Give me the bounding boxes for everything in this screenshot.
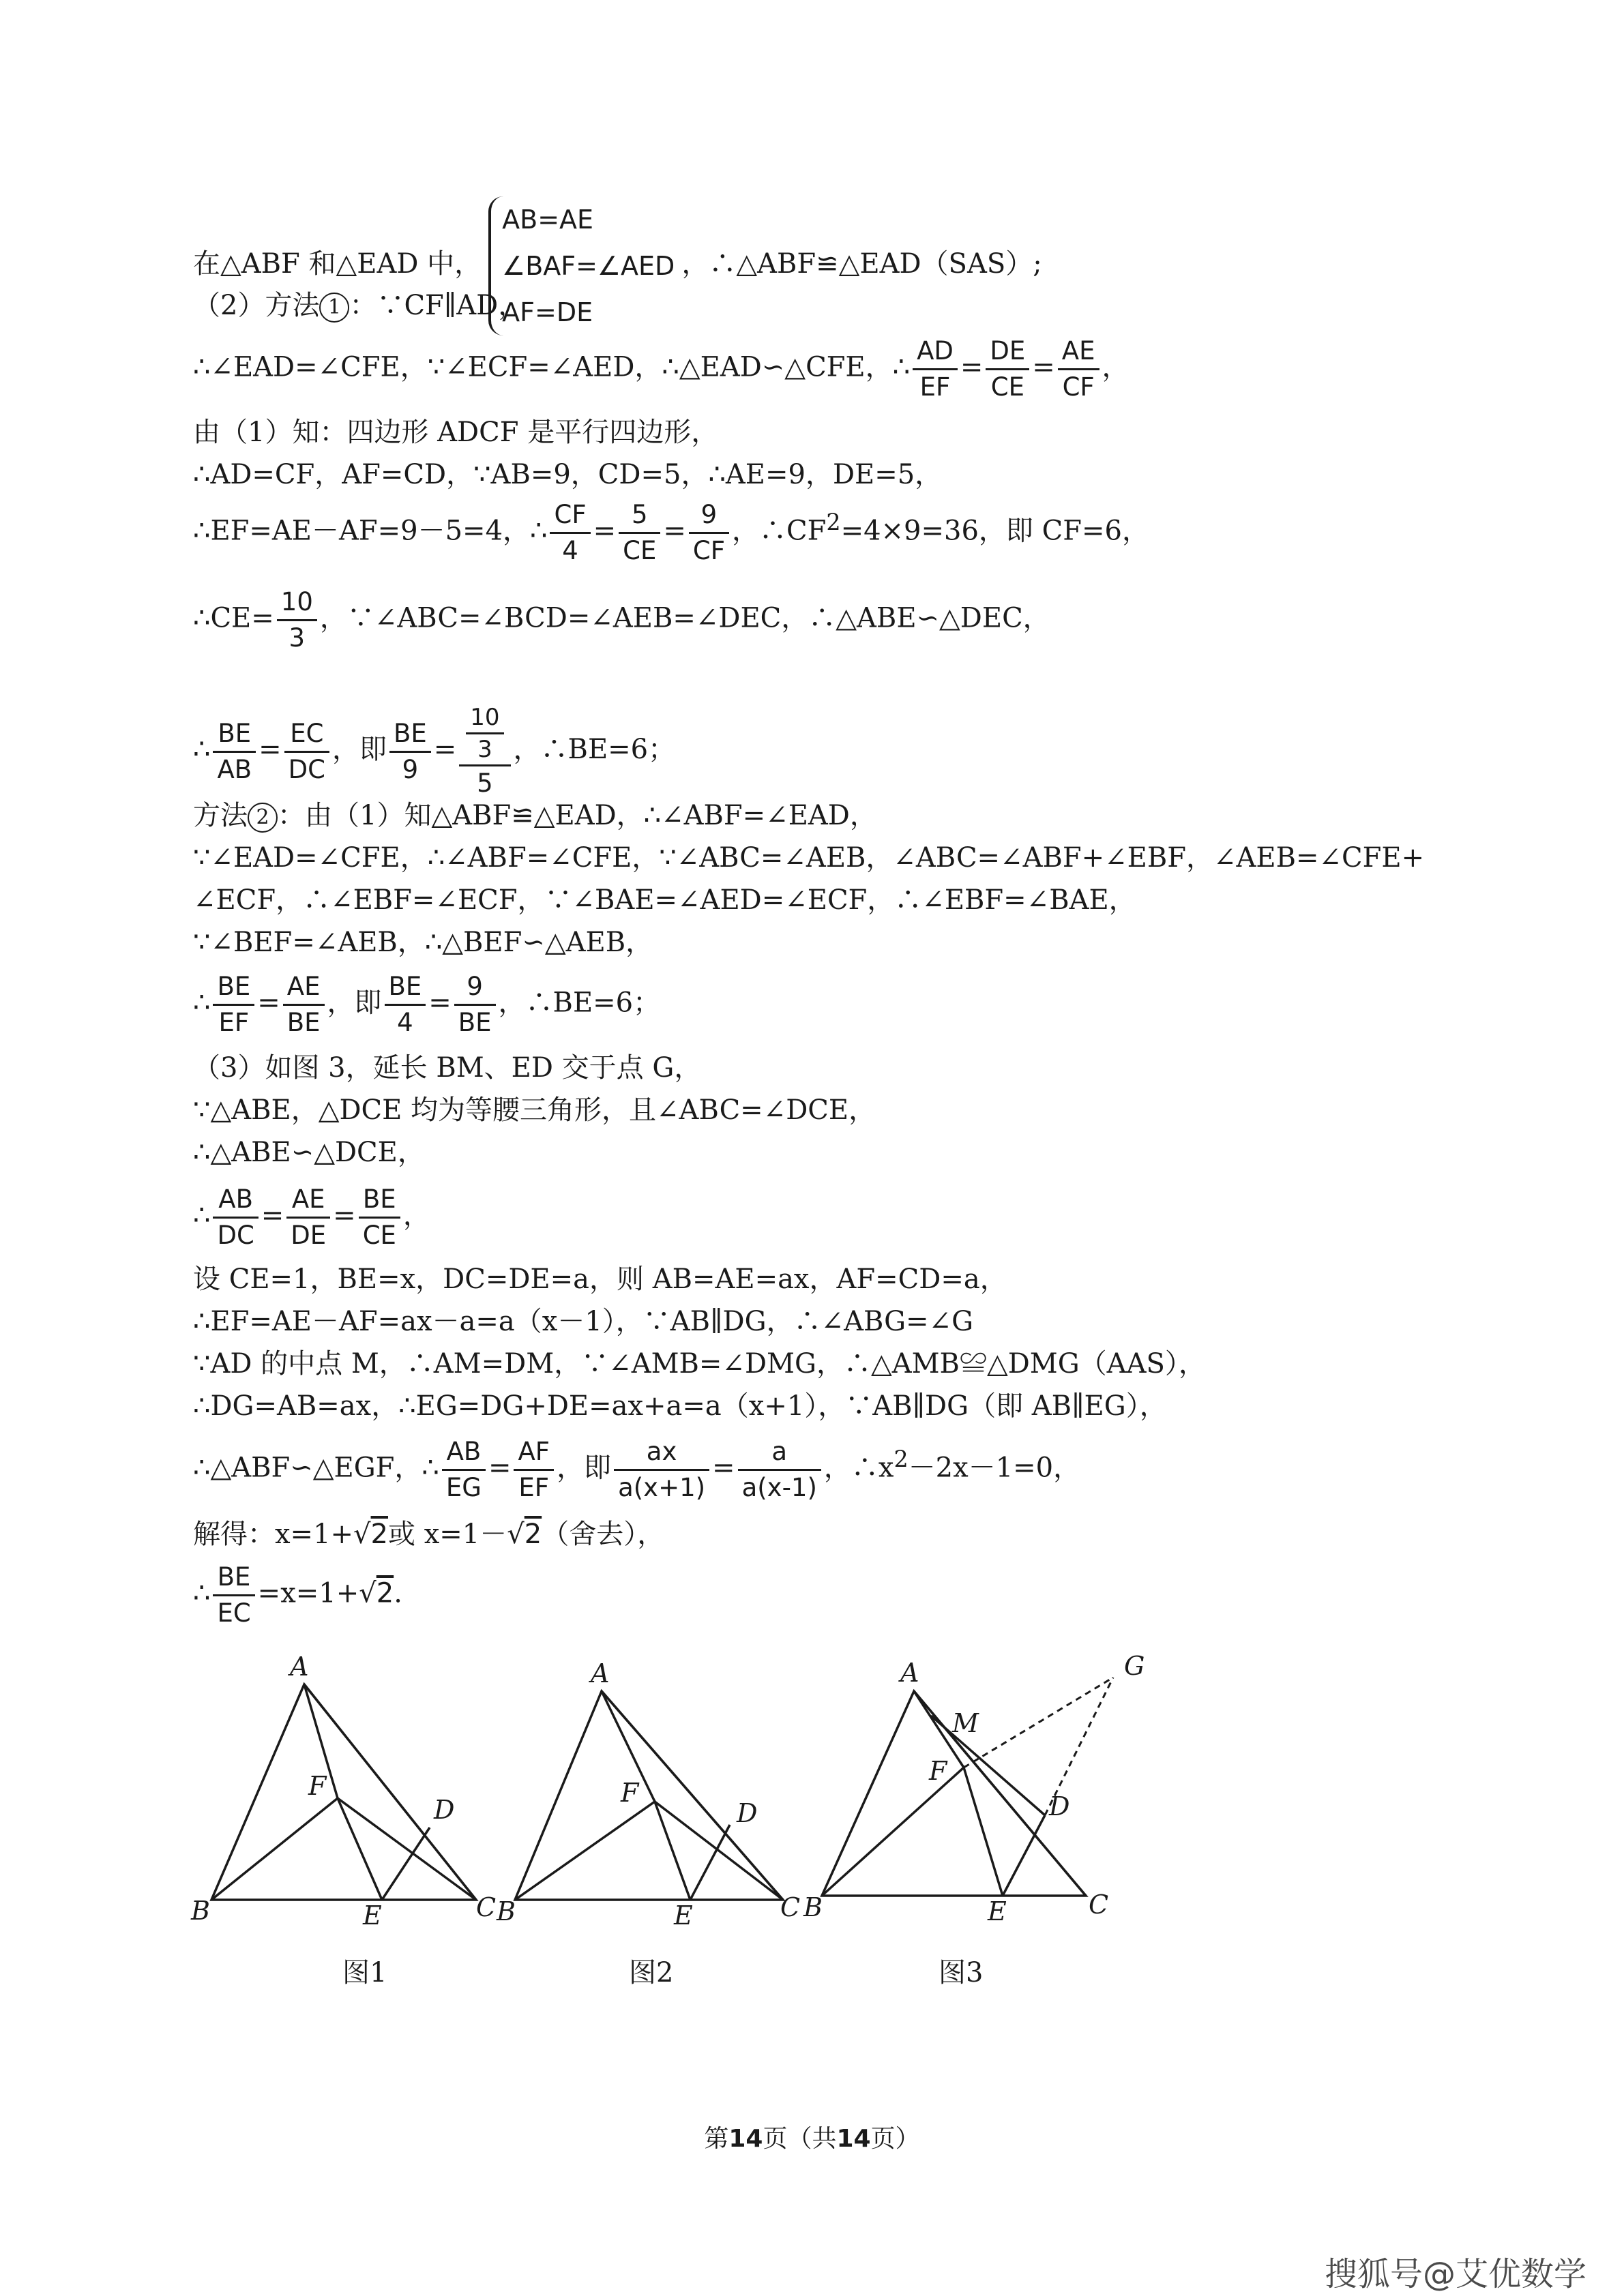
fraction: $\frac{BE}{EC}$ [213,1560,254,1630]
superscript: 2 [826,509,841,536]
fraction: $\frac{AE}{BE}$ [283,970,325,1040]
sqrt: √2 [359,1577,394,1609]
fraction: $\frac{DE}{CE}$ [986,334,1029,404]
line-9: 方法 2 ：由（1）知△ABF≌△EAD，∴∠ABF=∠EAD， [193,800,877,831]
fraction: $\frac{CF}{4}$ [550,498,590,568]
fraction: $\frac{ax}{a(x+1)}$ [614,1435,709,1505]
line-4: 由（1）知：四边形 ADCF 是平行四边形， [193,417,719,448]
line-23: 解得：x=1+√2或 x=1－√2（舍去）， [193,1519,665,1550]
fraction: $\frac{AE}{DE}$ [286,1182,330,1253]
line-21: ∴DG=AB=ax，∴EG=DG+DE=ax+a=a（x+1），∵AB∥DG（即 AB∥EG）， [193,1390,1167,1422]
fraction: $\frac{AB}{DC}$ [213,1182,258,1253]
line-13: ∴ $\frac{BE}{EF}$ = $\frac{AE}{BE}$ ，即 $\frac{BE}{4}$ = $\frac{9}{BE}$ ，∴BE=6； [193,970,660,1040]
line-2: （2）方法 1 ：∵CF∥AD， [193,290,526,321]
fraction: $\frac{5}{CE}$ [619,498,660,568]
label-c: C [476,1892,497,1922]
line-3: ∴∠EAD=∠CFE，∵∠ECF=∠AED，∴△EAD∽△CFE，∴ $\frac{AD}{EF}$ = $\frac{DE}{CE}$ = $\frac{AE}{CF}$ ， [193,334,1130,404]
fig2-labels [496,1658,800,1988]
fraction: $\frac{EC}{DC}$ [284,717,329,787]
fraction: $\frac{BE}{CE}$ [359,1182,400,1253]
line-12: ∵∠BEF=∠AEB，∴△BEF∽△AEB， [193,927,653,958]
line-19: ∴EF=AE－AF=ax－a=a（x－1），∵AB∥DG，∴∠ABG=∠G [193,1306,974,1337]
label-m: M [952,1708,979,1738]
label-c: C [1089,1890,1109,1920]
fig3-labels [803,1651,1145,1988]
watermark: 搜狐号@艾优数学 [1324,2255,1586,2293]
fraction: $\frac{AF}{EF}$ [514,1435,554,1505]
page-total: 14 [836,2125,871,2153]
text: 在△ABF 和△EAD 中， [193,248,482,280]
page-footer: 第14页（共14页） [704,2125,920,2153]
label-a: A [290,1652,309,1682]
line-17: ∴ $\frac{AB}{DC}$ = $\frac{AE}{DE}$ = $\frac{BE}{CE}$ ， [193,1182,430,1253]
line-7: ∴CE= $\frac{10}{3}$ ，∵∠ABC=∠BCD=∠AEB=∠DEC，∴△ABE∽△DEC， [193,585,1050,655]
fig3-dashed [964,1678,1113,1815]
compound-fraction: $\frac{\frac{10}{3}}{5}$ [459,702,510,801]
sqrt: √2 [507,1519,542,1550]
fig1-labels [190,1652,496,1988]
line-6: ∴EF=AE－AF=9－5=4，∴ $\frac{CF}{4}$ = $\frac{5}{CE}$ = $\frac{9}{CF}$ ，$\therefore CF^2=4\times 9=36$，即 CF=6， [193,498,1149,568]
sqrt: √2 [353,1519,388,1550]
fraction: $\frac{9}{BE}$ [454,970,496,1040]
label-g: G [1124,1651,1145,1681]
fraction: $\frac{BE}{9}$ [389,717,431,787]
fraction: $\frac{10}{3}$ [277,585,317,655]
fig3-caption: 图3 [939,1957,984,1988]
line-18: 设 CE=1，BE=x，DC=DE=a，则 AB=AE=ax，AF=CD=a， [193,1264,1007,1295]
equation-system: AB=AE ∠BAF=∠AED AF=DE [488,196,675,336]
fraction: $\frac{AD}{EF}$ [913,334,958,404]
label-c: C [780,1892,801,1922]
line-20: ∵AD 的中点 M，∴AM=DM，∵∠AMB=∠DMG，∴△AMB≌△DMG（AAS）， [193,1348,1206,1380]
figure-2 [515,1691,783,1900]
text: ，∴△ABF≌△EAD（SAS）; [681,248,1042,280]
line-8: ∴ $\frac{BE}{AB}$ = $\frac{EC}{DC}$ ，即 $\frac{BE}{9}$ = $\frac{\frac{10}{3}}{5}$ ，∴BE=6； [193,702,675,801]
label-e: E [363,1900,382,1930]
fraction: $\frac{a}{a(x-1)}$ [738,1435,821,1505]
superscript: 2 [894,1446,909,1473]
line-15: ∵△ABE，△DCE 均为等腰三角形，且∠ABC=∠DCE， [193,1094,876,1126]
fig2-caption: 图2 [629,1957,674,1988]
circled-number: 1 [319,293,349,323]
line-5: ∴AD=CF，AF=CD，∵AB=9，CD=5，∴AE=9，DE=5， [193,459,943,490]
label-a: A [591,1658,610,1688]
circled-number: 2 [248,803,278,833]
geometry-figures [184,1650,1207,1998]
page-number: 14 [728,2125,763,2153]
label-a: A [900,1658,919,1688]
label-e: E [674,1900,693,1930]
fraction: $\frac{9}{CF}$ [689,498,729,568]
label-b: B [497,1896,516,1926]
label-d: D [1049,1791,1070,1821]
line-16: ∴△ABE∽△DCE， [193,1137,425,1168]
label-f: F [621,1778,639,1808]
line-22: ∴△ABF∽△EGF，∴ $\frac{AB}{EG}$ = $\frac{AF}{EF}$ ，即 $\frac{ax}{a(x+1)}$ = $\frac{a}{a(x-1)}$ ，$\therefore x^2-2x-1=0$， [193,1435,1080,1505]
line-11: ∠ECF，∴∠EBF=∠ECF，∵∠BAE=∠AED=∠ECF，∴∠EBF=∠BAE， [193,884,1136,916]
figure-1 [211,1684,476,1900]
label-b: B [191,1896,210,1926]
fraction: $\frac{AB}{EG}$ [442,1435,486,1505]
fraction: $\frac{BE}{4}$ [385,970,426,1040]
label-d: D [737,1798,758,1828]
label-f: F [929,1756,947,1786]
fraction: $\frac{AE}{CF}$ [1058,334,1099,404]
label-e: E [988,1896,1007,1926]
line-10: ∵∠EAD=∠CFE，∴∠ABF=∠CFE，∵∠ABC=∠AEB，∠ABC=∠ABF+∠EBF，∠AEB=∠CFE+ [193,842,1425,874]
line-24: ∴ $\frac{BE}{EC}$ =x=1+√2. [193,1560,402,1630]
line-14: （3）如图 3，延长 BM、ED 交于点 G， [193,1052,702,1084]
label-b: B [803,1892,823,1922]
label-d: D [434,1795,455,1825]
fig1-caption: 图1 [342,1957,387,1988]
fraction: $\frac{BE}{EF}$ [213,970,254,1040]
fraction: $\frac{BE}{AB}$ [213,717,256,787]
label-f: F [308,1771,327,1801]
